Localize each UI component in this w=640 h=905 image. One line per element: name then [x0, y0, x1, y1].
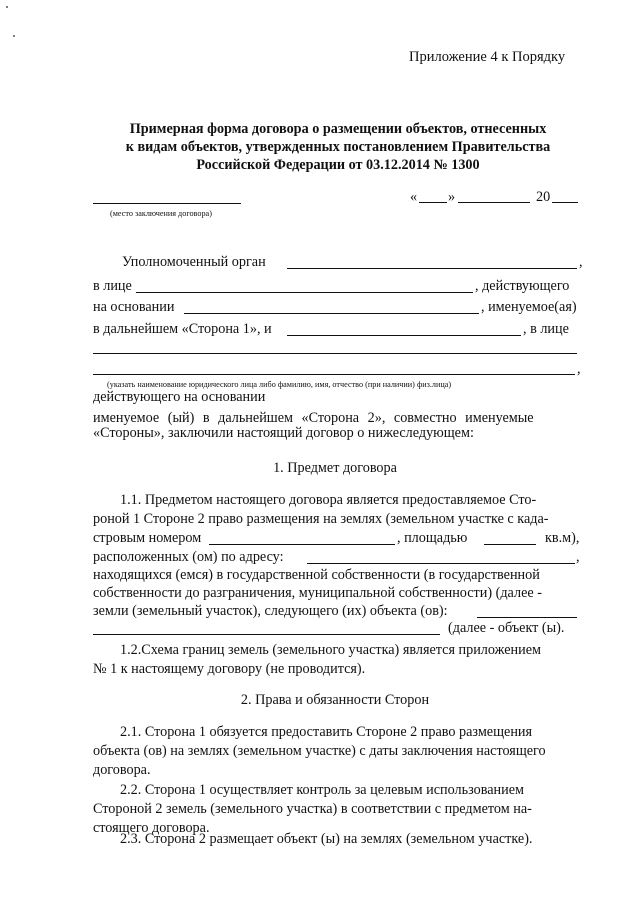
clause-2-1-line-2: объекта (ов) на землях (земельном участке) с даты заключения настоящего: [93, 743, 546, 759]
place-field[interactable]: [93, 203, 241, 204]
area-label: , площадью: [397, 530, 468, 546]
authorized-body-field[interactable]: [287, 268, 577, 269]
party2-text-line-1: именуемое (ый) в дальнейшем «Сторона 2», совместно именуемые: [93, 410, 534, 426]
clause-1-1-line-7: земли (земельный участок), следующего (их) объекта (ов):: [93, 603, 448, 619]
date-year-prefix: 20: [536, 189, 551, 205]
authorized-body-label: Уполномоченный орган: [122, 254, 266, 270]
in-person-label-2: , в лице: [523, 321, 569, 337]
scan-speck: [6, 6, 8, 8]
clause-1-1-line-5: находящихся (емся) в государственной собственности (в государственной: [93, 567, 540, 583]
area-unit-label: кв.м),: [545, 530, 580, 546]
punct-comma: ,: [576, 549, 580, 565]
party2-text-line-2: «Стороны», заключили настоящий договор о нижеследующем:: [93, 425, 474, 441]
cadastral-number-field[interactable]: [209, 544, 395, 545]
party2-representative-field[interactable]: [93, 353, 577, 354]
address-field[interactable]: [307, 563, 575, 564]
title-line-3: Российской Федерации от 03.12.2014 № 1300: [196, 157, 480, 173]
objects-field-continued[interactable]: [93, 634, 440, 635]
objects-field[interactable]: [477, 617, 577, 618]
title-line-2: к видам объектов, утвержденных постановлением Правительства: [125, 139, 551, 155]
date-quote-close: »: [448, 189, 456, 205]
clause-1-1-line-6: собственности до разграничения, муниципальной собственности) (далее -: [93, 585, 542, 601]
place-caption: (место заключения договора): [110, 209, 212, 218]
clause-1-1-line-1: 1.1. Предметом настоящего договора является предоставляемое Сто-: [120, 492, 537, 508]
named-label: , именуемое(ая): [481, 299, 577, 315]
punct-comma: ,: [577, 361, 581, 377]
cadastral-label: стровым номером: [93, 530, 202, 546]
punct-comma: ,: [579, 254, 583, 270]
clause-1-2-line-1: 1.2.Схема границ земель (земельного участка) является приложением: [120, 642, 541, 658]
clause-2-3-line-1: 2.3. Сторона 2 размещает объект (ы) на землях (земельном участке).: [120, 831, 533, 847]
party2-caption: (указать наименование юридического лица либо фамилию, имя, отчество (при наличии) физ.лица): [107, 380, 452, 389]
party2-details-field[interactable]: [93, 374, 575, 375]
acting-basis-label: действующего на основании: [93, 389, 266, 405]
area-field[interactable]: [484, 544, 536, 545]
hereinafter-label: в дальнейшем «Сторона 1», и: [93, 321, 272, 337]
scan-speck: [13, 35, 15, 37]
party2-name-field[interactable]: [287, 335, 521, 336]
clause-1-1-line-8: (далее - объект (ы).: [448, 620, 565, 636]
date-month-field[interactable]: [458, 202, 530, 203]
clause-2-2-line-1: 2.2. Сторона 1 осуществляет контроль за целевым использованием: [120, 782, 524, 798]
clause-1-1-line-2: роной 1 Стороне 2 право размещения на землях (земельном участке с када-: [93, 511, 549, 527]
clause-2-1-line-3: договора.: [93, 762, 151, 778]
clause-1-2-line-2: № 1 к настоящему договору (не проводится).: [93, 661, 366, 677]
date-quote-open: «: [410, 189, 418, 205]
clause-2-2-line-2: Стороной 2 земель (земельного участка) в соответствии с предметом на-: [93, 801, 532, 817]
title-line-1: Примерная форма договора о размещении объектов, отнесенных: [129, 121, 547, 137]
representative-field[interactable]: [136, 292, 473, 293]
date-year-field[interactable]: [552, 202, 578, 203]
appendix-label: Приложение 4 к Порядку: [409, 49, 566, 65]
date-day-field[interactable]: [419, 202, 447, 203]
section-2-heading: 2. Права и обязанности Сторон: [240, 692, 430, 708]
on-basis-label: на основании: [93, 299, 175, 315]
basis-field[interactable]: [184, 313, 479, 314]
clause-2-1-line-1: 2.1. Сторона 1 обязуется предоставить Стороне 2 право размещения: [120, 724, 533, 740]
section-1-heading: 1. Предмет договора: [273, 460, 397, 476]
acting-label: , действующего: [475, 278, 570, 294]
clause-2-2-line-3: стоящего договора.: [93, 820, 210, 836]
address-label: расположенных (ом) по адресу:: [93, 549, 284, 565]
in-person-label: в лице: [93, 278, 132, 294]
